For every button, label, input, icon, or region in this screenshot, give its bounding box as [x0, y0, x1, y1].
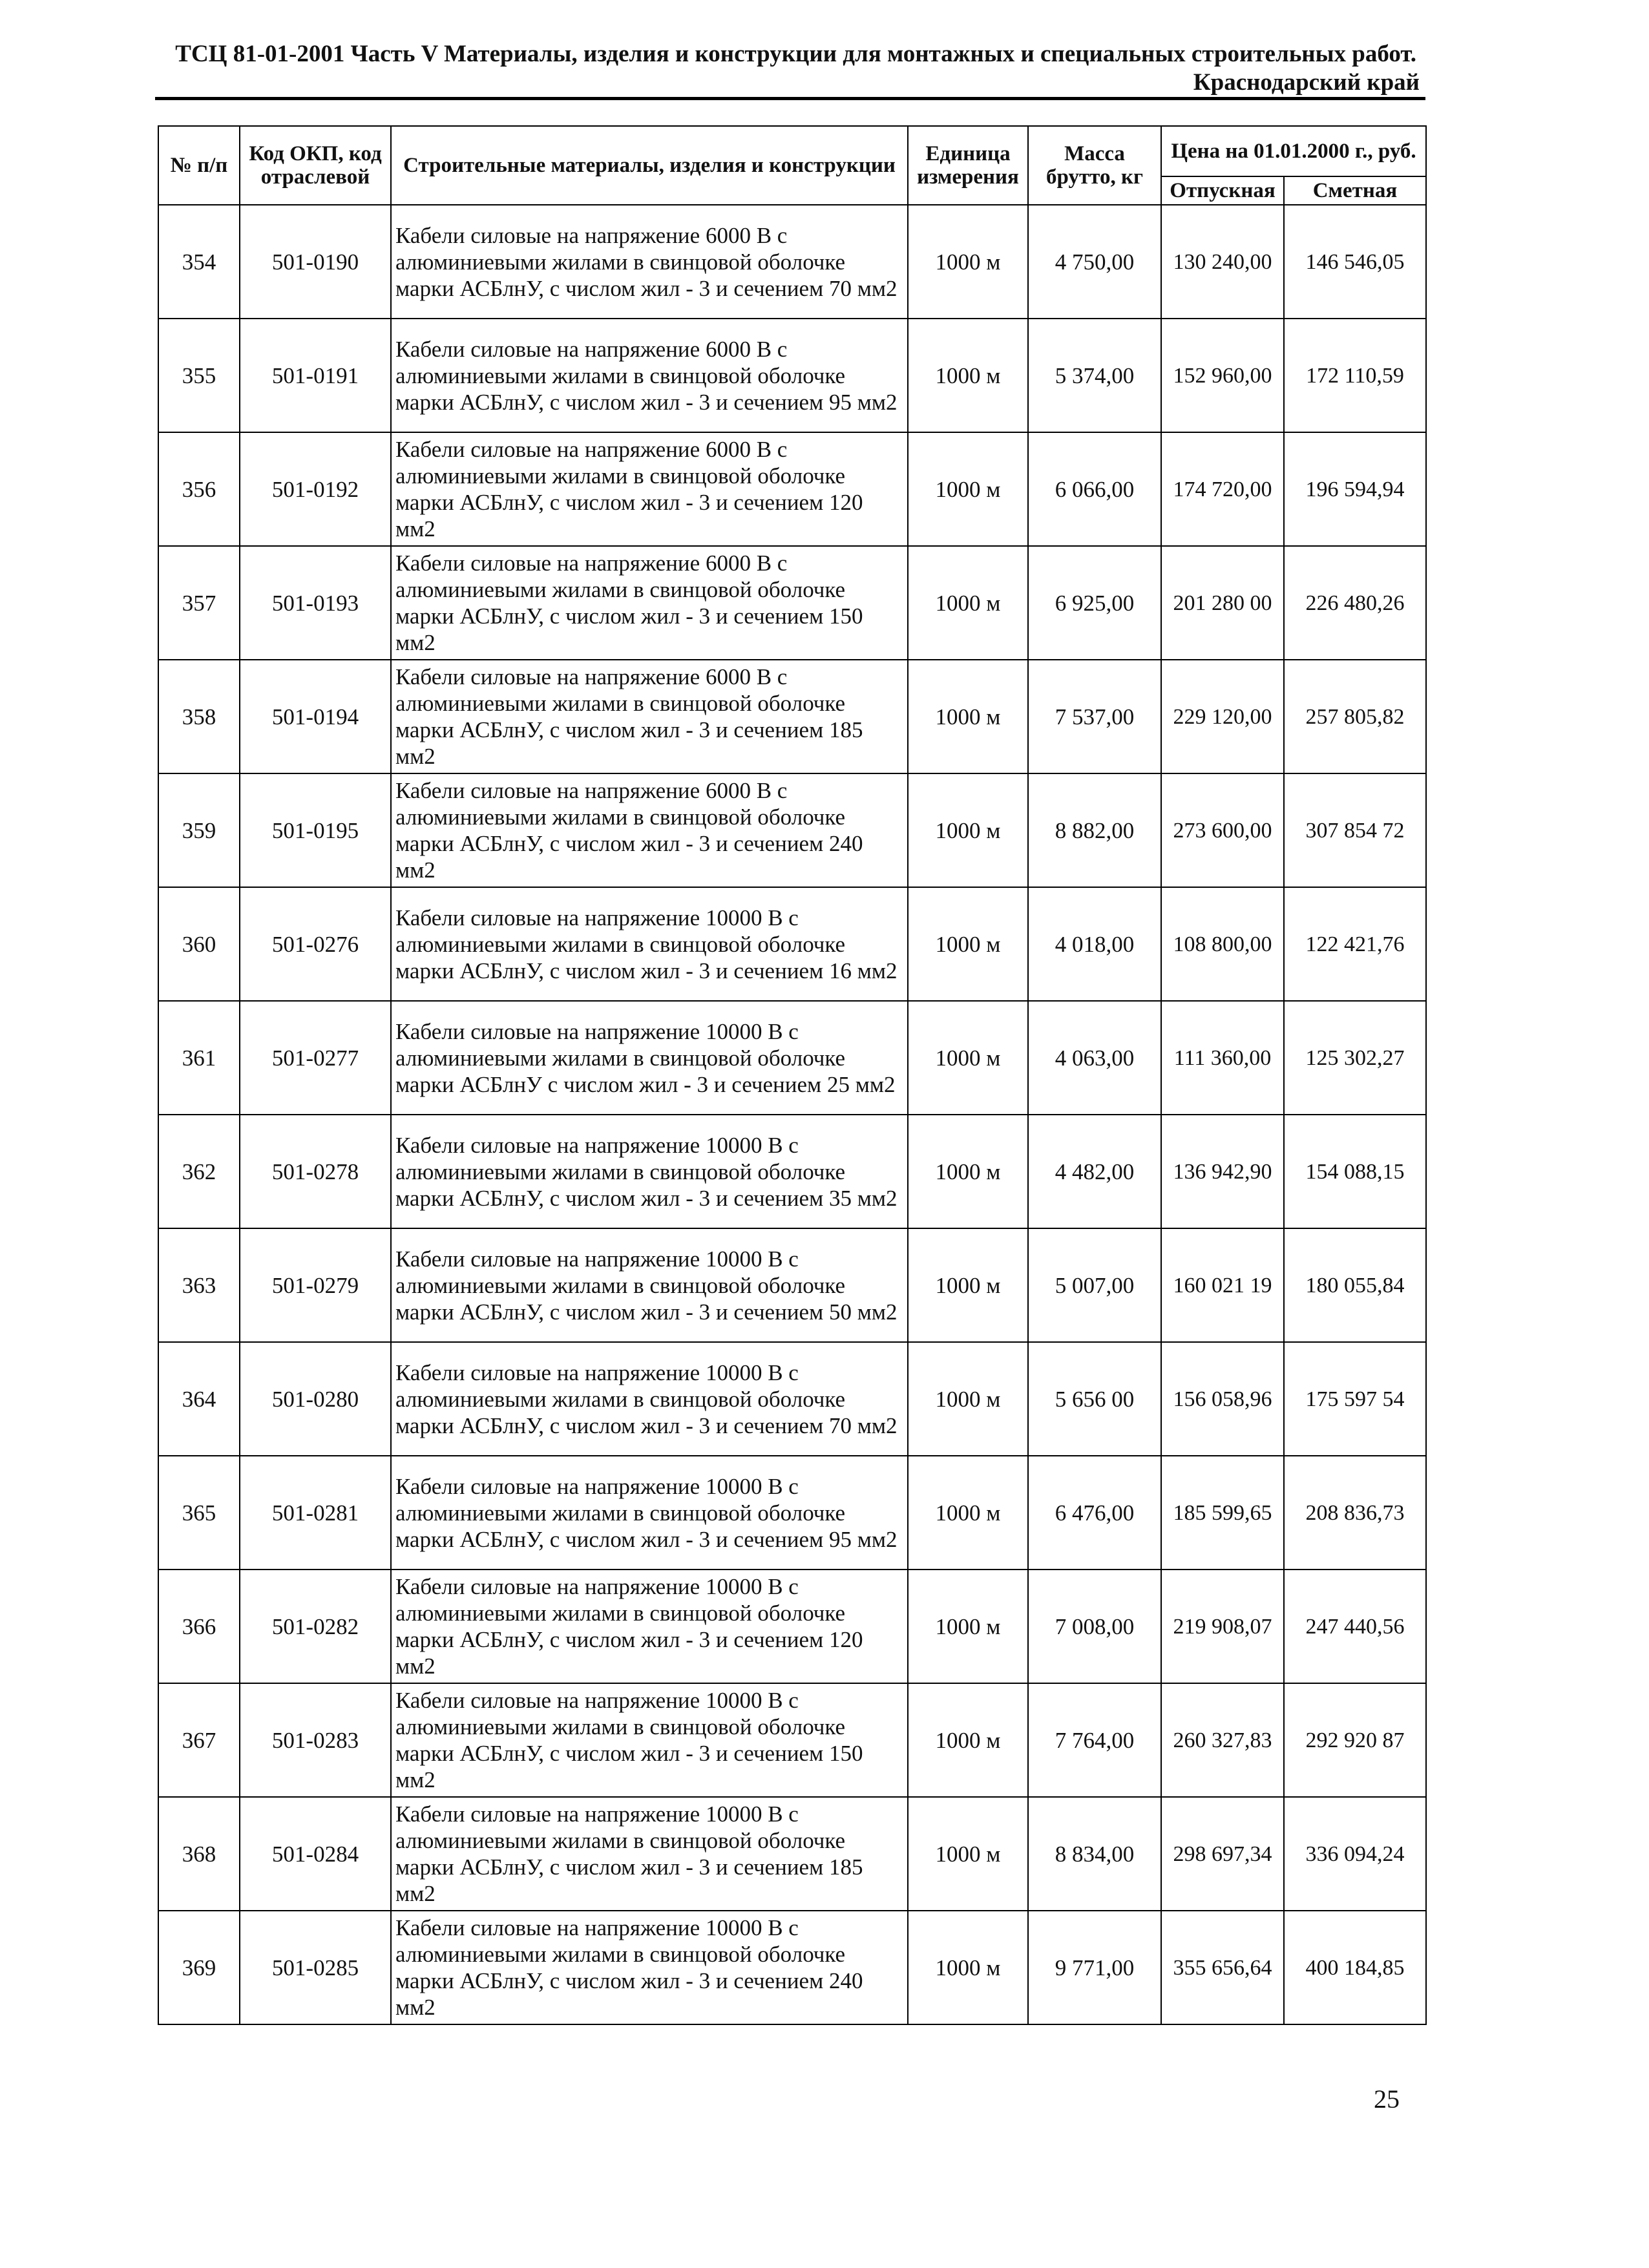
- row-number: 368: [158, 1797, 240, 1911]
- column-header-name: Строительные материалы, изделия и конструкции: [391, 126, 908, 205]
- row-number: 365: [158, 1456, 240, 1570]
- row-code: 501-0195: [240, 773, 391, 887]
- row-price-estimate: 146 546,05: [1284, 205, 1426, 319]
- row-mass: 5 656 00: [1028, 1342, 1161, 1456]
- column-header-number: № п/п: [158, 126, 240, 205]
- row-number: 366: [158, 1570, 240, 1683]
- row-mass: 6 066,00: [1028, 432, 1161, 546]
- row-number: 354: [158, 205, 240, 319]
- table-row: [158, 1683, 1426, 1797]
- row-name: Кабели силовые на напряжение 6000 В с алюминиевыми жилами в свинцовой оболочке марки АСБлнУ, с числом жил - 3 и сечением 95 мм2: [391, 319, 908, 432]
- table-row: [158, 1115, 1426, 1228]
- row-unit: 1000 м: [908, 205, 1028, 319]
- row-price-release: 111 360,00: [1161, 1001, 1284, 1115]
- row-code: 501-0280: [240, 1342, 391, 1456]
- document-header-title: ТСЦ 81-01-2001 Часть V Материалы, изделия и конструкции для монтажных и специальных строительных работ.: [175, 41, 1416, 67]
- row-code: 501-0281: [240, 1456, 391, 1570]
- row-number: 363: [158, 1228, 240, 1342]
- row-price-estimate: 307 854 72: [1284, 773, 1426, 887]
- row-name: Кабели силовые на напряжение 6000 В с алюминиевыми жилами в свинцовой оболочке марки АСБлнУ, с числом жил - 3 и сечением 120 мм2: [391, 432, 908, 546]
- row-price-estimate: 154 088,15: [1284, 1115, 1426, 1228]
- row-name: Кабели силовые на напряжение 6000 В с алюминиевыми жилами в свинцовой оболочке марки АСБлнУ, с числом жил - 3 и сечением 185 мм2: [391, 660, 908, 773]
- row-mass: 9 771,00: [1028, 1911, 1161, 2024]
- row-name: Кабели силовые на напряжение 10000 В с алюминиевыми жилами в свинцовой оболочке марки АСБлнУ, с числом жил - 3 и сечением 150 мм2: [391, 1683, 908, 1797]
- table-row: [158, 1911, 1426, 2024]
- document-header-region: Краснодарский край: [1193, 69, 1420, 96]
- row-price-estimate: 226 480,26: [1284, 546, 1426, 660]
- row-code: 501-0277: [240, 1001, 391, 1115]
- column-header-unit: Единица измерения: [908, 126, 1028, 205]
- row-name: Кабели силовые на напряжение 10000 В с алюминиевыми жилами в свинцовой оболочке марки АСБлнУ, с числом жил - 3 и сечением 240 мм2: [391, 1911, 908, 2024]
- row-name: Кабели силовые на напряжение 10000 В с алюминиевыми жилами в свинцовой оболочке марки АСБлнУ, с числом жил - 3 и сечением 50 мм2: [391, 1228, 908, 1342]
- column-header-price-group: Цена на 01.01.2000 г., руб.: [1161, 126, 1426, 176]
- row-price-release: 136 942,90: [1161, 1115, 1284, 1228]
- row-unit: 1000 м: [908, 1456, 1028, 1570]
- row-unit: 1000 м: [908, 1570, 1028, 1683]
- row-mass: 8 882,00: [1028, 773, 1161, 887]
- row-name: Кабели силовые на напряжение 10000 В с алюминиевыми жилами в свинцовой оболочке марки АСБлнУ с числом жил - 3 и сечением 25 мм2: [391, 1001, 908, 1115]
- table-row: [158, 1570, 1426, 1683]
- table-row: [158, 319, 1426, 432]
- row-price-estimate: 196 594,94: [1284, 432, 1426, 546]
- row-unit: 1000 м: [908, 319, 1028, 432]
- row-unit: 1000 м: [908, 1911, 1028, 2024]
- row-price-release: 160 021 19: [1161, 1228, 1284, 1342]
- row-price-estimate: 336 094,24: [1284, 1797, 1426, 1911]
- materials-price-table: [158, 125, 1427, 2025]
- column-header-price-estimate: Сметная: [1284, 176, 1426, 205]
- row-number: 367: [158, 1683, 240, 1797]
- row-price-estimate: 122 421,76: [1284, 887, 1426, 1001]
- row-price-release: 201 280 00: [1161, 546, 1284, 660]
- row-name: Кабели силовые на напряжение 10000 В с алюминиевыми жилами в свинцовой оболочке марки АСБлнУ, с числом жил - 3 и сечением 70 мм2: [391, 1342, 908, 1456]
- row-price-release: 174 720,00: [1161, 432, 1284, 546]
- row-price-release: 298 697,34: [1161, 1797, 1284, 1911]
- row-price-release: 152 960,00: [1161, 319, 1284, 432]
- row-unit: 1000 м: [908, 1001, 1028, 1115]
- row-mass: 8 834,00: [1028, 1797, 1161, 1911]
- row-mass: 6 476,00: [1028, 1456, 1161, 1570]
- row-code: 501-0279: [240, 1228, 391, 1342]
- header-divider: [155, 97, 1425, 100]
- row-unit: 1000 м: [908, 1683, 1028, 1797]
- column-header-mass: Масса брутто, кг: [1028, 126, 1161, 205]
- row-mass: 7 764,00: [1028, 1683, 1161, 1797]
- row-number: 357: [158, 546, 240, 660]
- row-name: Кабели силовые на напряжение 6000 В с алюминиевыми жилами в свинцовой оболочке марки АСБлнУ, с числом жил - 3 и сечением 150 мм2: [391, 546, 908, 660]
- table-row: [158, 1342, 1426, 1456]
- row-number: 359: [158, 773, 240, 887]
- row-number: 362: [158, 1115, 240, 1228]
- row-price-release: 229 120,00: [1161, 660, 1284, 773]
- row-price-release: 273 600,00: [1161, 773, 1284, 887]
- row-price-estimate: 400 184,85: [1284, 1911, 1426, 2024]
- column-header-price-release: Отпускная: [1161, 176, 1284, 205]
- row-code: 501-0285: [240, 1911, 391, 2024]
- row-price-release: 355 656,64: [1161, 1911, 1284, 2024]
- row-mass: 4 750,00: [1028, 205, 1161, 319]
- table-row: [158, 1001, 1426, 1115]
- row-unit: 1000 м: [908, 660, 1028, 773]
- row-unit: 1000 м: [908, 773, 1028, 887]
- row-mass: 4 482,00: [1028, 1115, 1161, 1228]
- column-header-code: Код ОКП, код отраслевой: [240, 126, 391, 205]
- row-number: 361: [158, 1001, 240, 1115]
- row-code: 501-0190: [240, 205, 391, 319]
- row-name: Кабели силовые на напряжение 6000 В с алюминиевыми жилами в свинцовой оболочке марки АСБлнУ, с числом жил - 3 и сечением 70 мм2: [391, 205, 908, 319]
- row-price-release: 185 599,65: [1161, 1456, 1284, 1570]
- row-name: Кабели силовые на напряжение 10000 В с алюминиевыми жилами в свинцовой оболочке марки АСБлнУ, с числом жил - 3 и сечением 185 мм2: [391, 1797, 908, 1911]
- row-name: Кабели силовые на напряжение 10000 В с алюминиевыми жилами в свинцовой оболочке марки АСБлнУ, с числом жил - 3 и сечением 35 мм2: [391, 1115, 908, 1228]
- row-code: 501-0276: [240, 887, 391, 1001]
- row-price-release: 219 908,07: [1161, 1570, 1284, 1683]
- row-unit: 1000 м: [908, 887, 1028, 1001]
- table-row: [158, 1797, 1426, 1911]
- table-body: [158, 205, 1426, 2024]
- table-row: [158, 660, 1426, 773]
- table-row: [158, 546, 1426, 660]
- row-mass: 5 374,00: [1028, 319, 1161, 432]
- row-unit: 1000 м: [908, 1342, 1028, 1456]
- row-price-release: 260 327,83: [1161, 1683, 1284, 1797]
- row-mass: 4 018,00: [1028, 887, 1161, 1001]
- row-number: 369: [158, 1911, 240, 2024]
- table-row: [158, 205, 1426, 319]
- row-number: 358: [158, 660, 240, 773]
- row-mass: 4 063,00: [1028, 1001, 1161, 1115]
- row-unit: 1000 м: [908, 1797, 1028, 1911]
- row-price-estimate: 292 920 87: [1284, 1683, 1426, 1797]
- row-name: Кабели силовые на напряжение 10000 В с алюминиевыми жилами в свинцовой оболочке марки АСБлнУ, с числом жил - 3 и сечением 16 мм2: [391, 887, 908, 1001]
- row-mass: 5 007,00: [1028, 1228, 1161, 1342]
- table-row: [158, 1456, 1426, 1570]
- row-code: 501-0283: [240, 1683, 391, 1797]
- row-price-release: 130 240,00: [1161, 205, 1284, 319]
- row-number: 360: [158, 887, 240, 1001]
- row-code: 501-0192: [240, 432, 391, 546]
- table-row: [158, 1228, 1426, 1342]
- row-price-estimate: 247 440,56: [1284, 1570, 1426, 1683]
- page-number: 25: [1374, 2084, 1400, 2114]
- row-mass: 7 008,00: [1028, 1570, 1161, 1683]
- row-code: 501-0282: [240, 1570, 391, 1683]
- row-code: 501-0284: [240, 1797, 391, 1911]
- row-code: 501-0194: [240, 660, 391, 773]
- row-name: Кабели силовые на напряжение 6000 В с алюминиевыми жилами в свинцовой оболочке марки АСБлнУ, с числом жил - 3 и сечением 240 мм2: [391, 773, 908, 887]
- table-row: [158, 887, 1426, 1001]
- row-price-estimate: 180 055,84: [1284, 1228, 1426, 1342]
- row-mass: 7 537,00: [1028, 660, 1161, 773]
- row-unit: 1000 м: [908, 432, 1028, 546]
- row-unit: 1000 м: [908, 1228, 1028, 1342]
- row-price-estimate: 172 110,59: [1284, 319, 1426, 432]
- row-number: 364: [158, 1342, 240, 1456]
- row-price-release: 156 058,96: [1161, 1342, 1284, 1456]
- table-row: [158, 773, 1426, 887]
- row-code: 501-0278: [240, 1115, 391, 1228]
- row-price-estimate: 175 597 54: [1284, 1342, 1426, 1456]
- row-code: 501-0193: [240, 546, 391, 660]
- row-price-estimate: 208 836,73: [1284, 1456, 1426, 1570]
- row-price-estimate: 125 302,27: [1284, 1001, 1426, 1115]
- row-code: 501-0191: [240, 319, 391, 432]
- row-name: Кабели силовые на напряжение 10000 В с алюминиевыми жилами в свинцовой оболочке марки АСБлнУ, с числом жил - 3 и сечением 120 мм2: [391, 1570, 908, 1683]
- row-number: 356: [158, 432, 240, 546]
- row-price-estimate: 257 805,82: [1284, 660, 1426, 773]
- table-row: [158, 432, 1426, 546]
- row-name: Кабели силовые на напряжение 10000 В с алюминиевыми жилами в свинцовой оболочке марки АСБлнУ, с числом жил - 3 и сечением 95 мм2: [391, 1456, 908, 1570]
- row-unit: 1000 м: [908, 546, 1028, 660]
- row-mass: 6 925,00: [1028, 546, 1161, 660]
- row-price-release: 108 800,00: [1161, 887, 1284, 1001]
- row-number: 355: [158, 319, 240, 432]
- row-unit: 1000 м: [908, 1115, 1028, 1228]
